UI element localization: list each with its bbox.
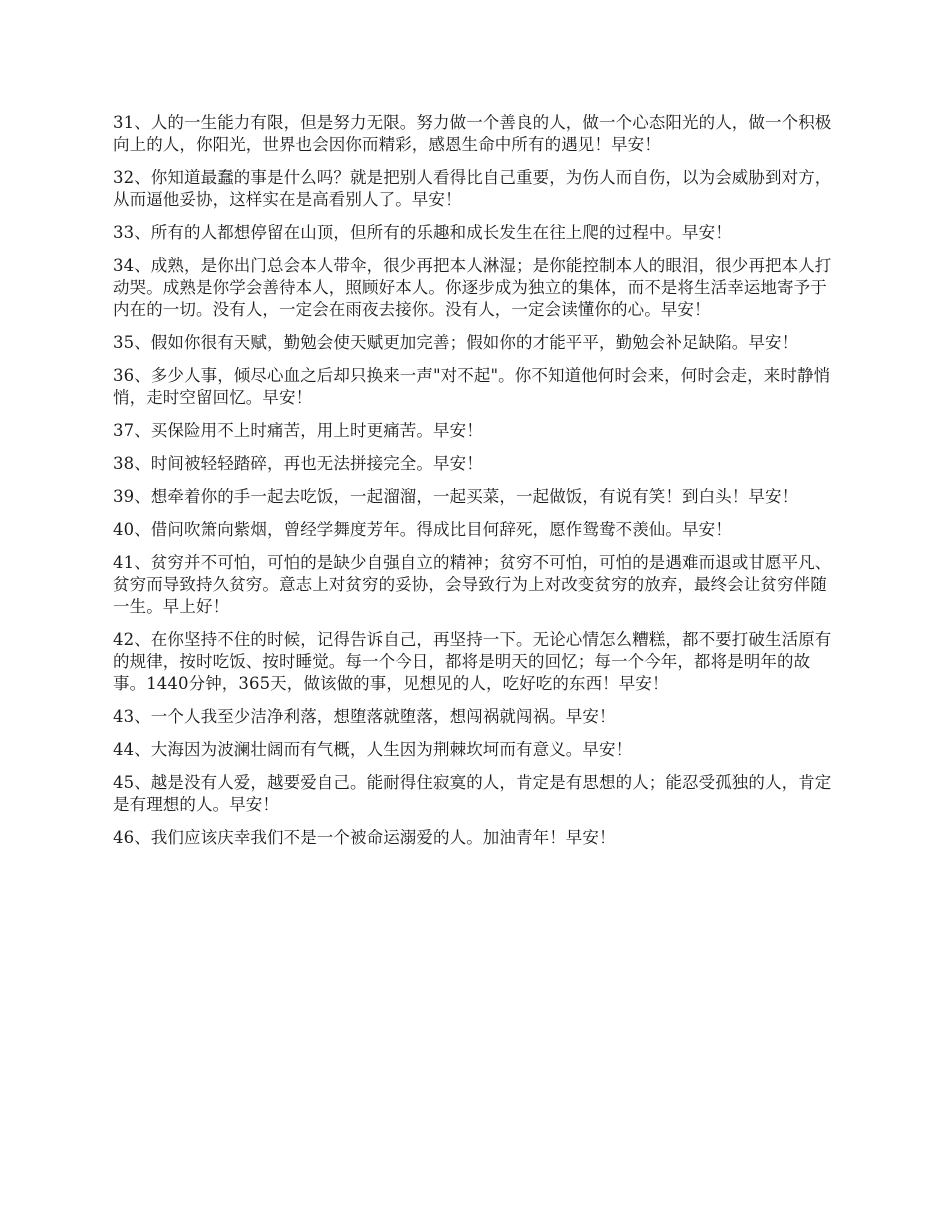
- document-body: [113, 112, 838, 860]
- paragraph-39: 39、想牵着你的手一起去吃饭，一起溜溜，一起买菜，一起做饭，有说有笑！到白头！早安！: [113, 487, 799, 506]
- paragraph-33: 33、所有的人都想停留在山顶，但所有的乐趣和成长发生在往上爬的过程中。早安！: [113, 223, 732, 242]
- paragraph-38: 38、时间被轻轻踏碎，再也无法拼接完全。早安！: [113, 454, 483, 473]
- paragraph-46: 46、我们应该庆幸我们不是一个被命运溺爱的人。加油青年！早安！: [113, 828, 616, 847]
- paragraph-31: 31、人的一生能力有限，但是努力无限。努力做一个善良的人，做一个心态阳光的人，做一个积极向上的人，你阳光，世界也会因你而精彩，感恩生命中所有的遇见！早安！: [113, 113, 832, 154]
- paragraph-42: 42、在你坚持不住的时候，记得告诉自己，再坚持一下。无论心情怎么糟糕，都不要打破生活原有的规律，按时吃饭、按时睡觉。每一个今日，都将是明天的回忆；每一个今年，都将是明年的故事。1440分钟，365天，做该做的事，见想见的人，吃好吃的东西！早安！: [113, 630, 832, 693]
- paragraph-37: 37、买保险用不上时痛苦，用上时更痛苦。早安！: [113, 421, 483, 440]
- paragraph-36: 36、多少人事，倾尽心血之后却只换来一声"对不起"。你不知道他何时会来，何时会走，来时静悄悄，走时空留回忆。早安！: [113, 366, 831, 407]
- paragraph-44: 44、大海因为波澜壮阔而有气概，人生因为荆棘坎坷而有意义。早安！: [113, 740, 633, 759]
- paragraph-45: 45、越是没有人爱，越要爱自己。能耐得住寂寞的人，肯定是有思想的人；能忍受孤独的人，肯定是有理想的人。早安！: [113, 773, 832, 814]
- paragraph-34: 34、成熟，是你出门总会本人带伞，很少再把本人淋湿；是你能控制本人的眼泪，很少再把本人打动哭。成熟是你学会善待本人，照顾好本人。你逐步成为独立的集体，而不是将生活幸运地寄予于内在的一切。没有人，一定会在雨夜去接你。没有人，一定会读懂你的心。早安！: [113, 256, 832, 319]
- paragraph-35: 35、假如你很有天赋，勤勉会使天赋更加完善；假如你的才能平平，勤勉会补足缺陷。早安！: [113, 333, 799, 352]
- paragraph-43: 43、一个人我至少洁净利落，想堕落就堕落，想闯祸就闯祸。早安！: [113, 707, 616, 726]
- paragraph-41: 41、贫穷并不可怕，可怕的是缺少自强自立的精神；贫穷不可怕，可怕的是遇难而退或甘愿平凡、贫穷而导致持久贫穷。意志上对贫穷的妥协，会导致行为上对改变贫穷的放弃，最终会让贫穷伴随一生。早上好！: [113, 553, 832, 616]
- paragraph-40: 40、借问吹箫向紫烟，曾经学舞度芳年。得成比目何辞死，愿作鸳鸯不羡仙。早安！: [113, 520, 732, 539]
- paragraph-32: 32、你知道最蠢的事是什么吗？就是把别人看得比自己重要，为伤人而自伤，以为会威胁到对方，从而逼他妥协，这样实在是高看别人了。早安！: [113, 168, 832, 209]
